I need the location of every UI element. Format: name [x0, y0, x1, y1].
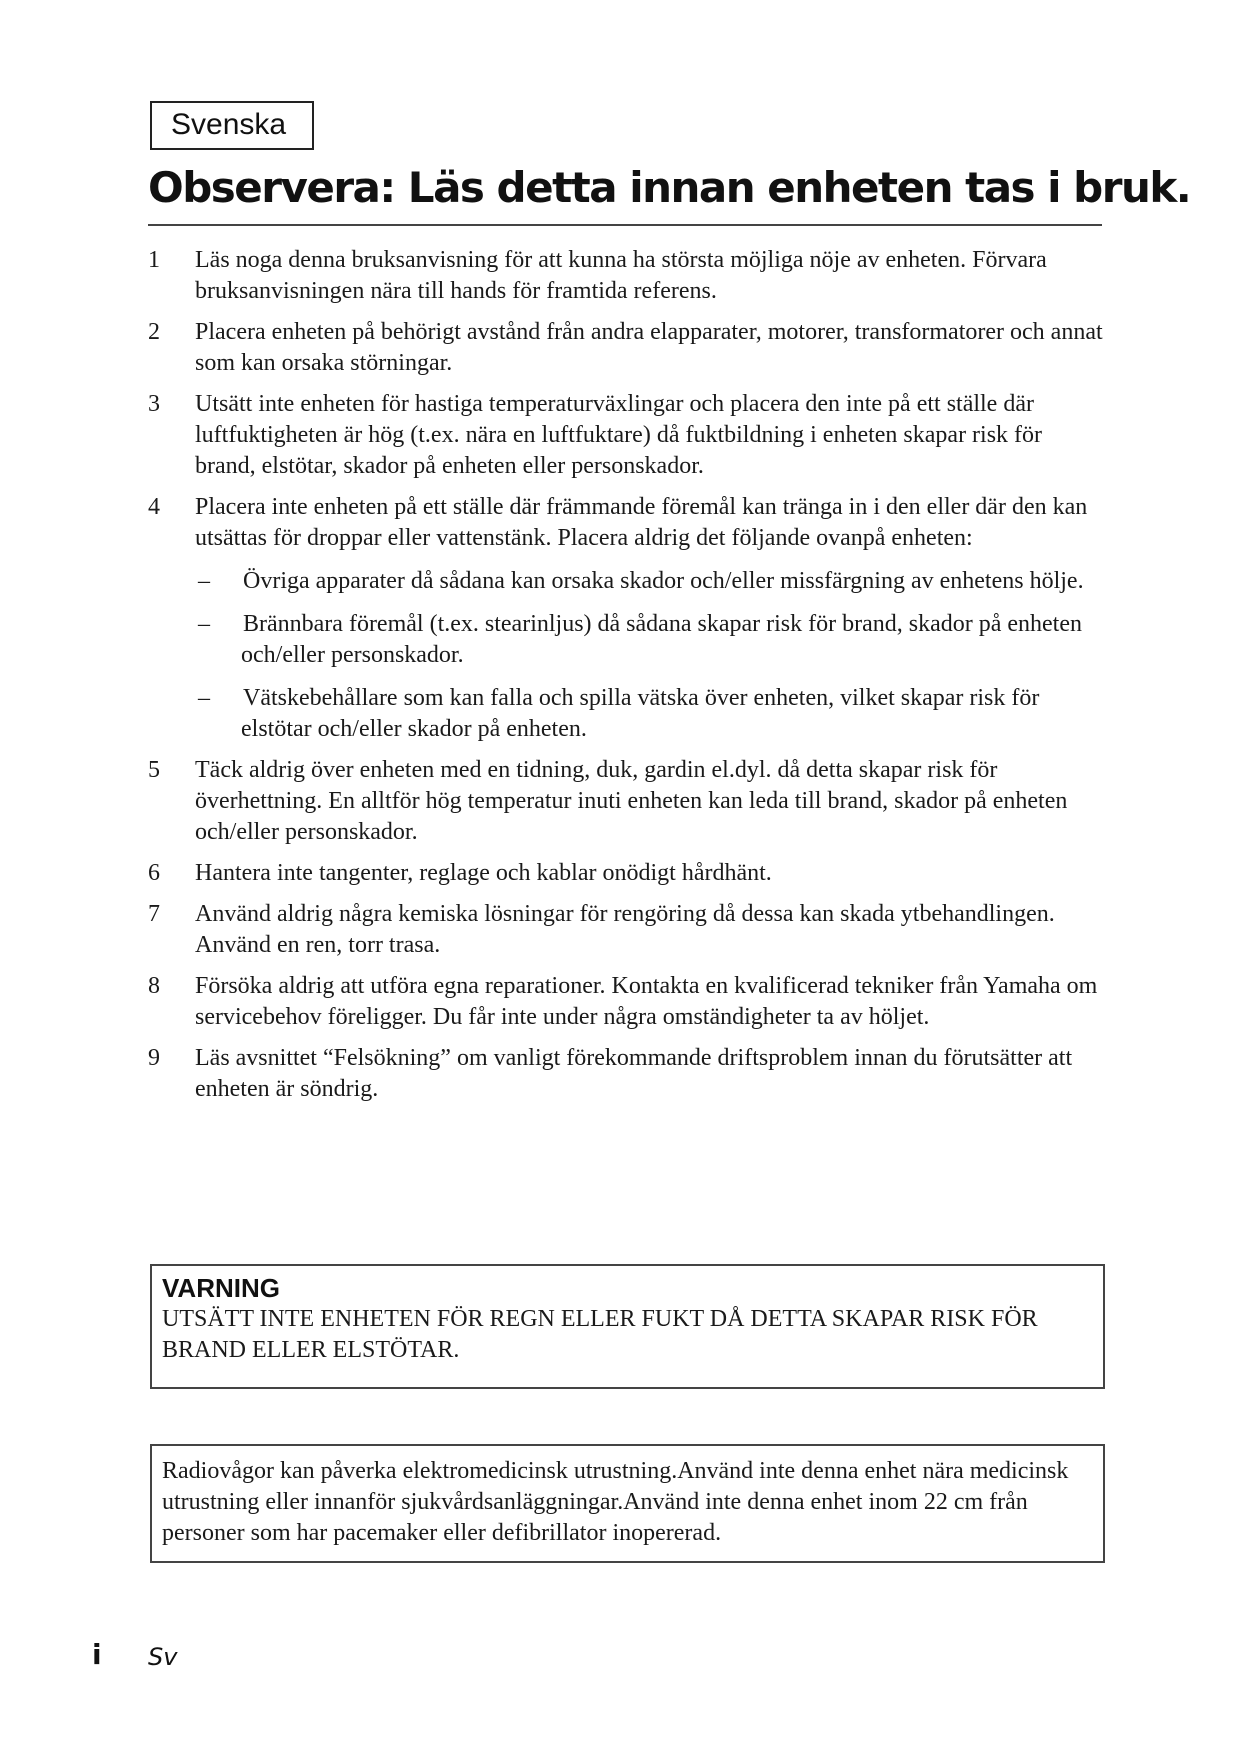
language-tab: Svenska [150, 101, 314, 150]
item-number: 3 [148, 391, 160, 417]
radio-notice-text: Radiovågor kan påverka elektromedicinsk utrustning.Använd inte denna enhet nära medicinsk utrustning eller innanför sjukvårdsanläggningar.Använd inte denna enhet inom 22 cm från personer som har pacemaker eller defibrillator inopererad. [162, 1458, 1069, 1546]
dash-marker: – [198, 685, 210, 711]
sub-list-item [195, 566, 1108, 597]
item-text: Försöka aldrig att utföra egna reparationer. Kontakta en kvalificerad tekniker från Yamaha om servicebehov föreligger. Du får inte under några omständigheter ta av höljet. [195, 973, 1098, 1030]
item-text: Utsätt inte enheten för hastiga temperaturväxlingar och placera den inte på ett ställe där luftfuktigheten är hög (t.ex. nära en luftfuktare) då fuktbildning i enheten skapar risk för brand, elstötar, skador på enheten eller personskador. [195, 391, 1043, 479]
list-item [148, 899, 1108, 961]
dash-marker: – [198, 611, 210, 637]
list-item [148, 858, 1108, 889]
item-text: Hantera inte tangenter, reglage och kablar onödigt hårdhänt. [195, 860, 772, 886]
dash-marker: – [198, 568, 210, 594]
instruction-list [148, 245, 1108, 1115]
sub-list-item [195, 683, 1108, 745]
item-text: Använd aldrig några kemiska lösningar för rengöring då dessa kan skada ytbehandlingen. Använd en ren, torr trasa. [195, 901, 1055, 958]
item-number: 2 [148, 319, 160, 345]
list-item [148, 971, 1108, 1033]
item-text: Läs avsnittet “Felsökning” om vanligt förekommande driftsproblem innan du förutsätter att enheten är söndrig. [195, 1045, 1073, 1102]
warning-text: UTSÄTT INTE ENHETEN FÖR REGN ELLER FUKT DÅ DETTA SKAPAR RISK FÖR BRAND ELLER ELSTÖTAR. [162, 1306, 1038, 1363]
sub-item-text: Brännbara föremål (t.ex. stearinljus) då sådana skapar risk för brand, skador på enheten och/eller personskador. [241, 611, 1083, 668]
item-text: Täck aldrig över enheten med en tidning, duk, gardin el.dyl. då detta skapar risk för överhettning. En alltför hög temperatur inuti enheten kan leda till brand, skador på enheten och/eller personskador. [195, 757, 1068, 845]
item-number: 1 [148, 247, 160, 273]
radio-notice-box [150, 1444, 1105, 1563]
sub-item-text: Vätskebehållare som kan falla och spilla vätska över enheten, vilket skapar risk för elstötar och/eller skador på enheten. [241, 685, 1040, 742]
item-number: 6 [148, 860, 160, 886]
item-text: Placera inte enheten på ett ställe där främmande föremål kan tränga in i den eller där den kan utsättas för droppar eller vattenstänk. Placera aldrig det följande ovanpå enheten: [195, 494, 1088, 551]
list-item [148, 492, 1108, 745]
sub-list-item [195, 609, 1108, 671]
warning-box [150, 1264, 1105, 1389]
list-item [148, 245, 1108, 307]
title-divider [148, 224, 1102, 226]
item-number: 4 [148, 494, 160, 520]
sub-list [195, 566, 1108, 745]
sub-item-text: Övriga apparater då sådana kan orsaka skador och/eller missfärgning av enhetens hölje. [243, 568, 1084, 594]
page-title: Observera: Läs detta innan enheten tas i bruk. [148, 163, 1191, 212]
page-number: i [92, 1638, 102, 1671]
list-item [148, 317, 1108, 379]
list-item [148, 755, 1108, 848]
item-number: 5 [148, 757, 160, 783]
item-number: 9 [148, 1045, 160, 1071]
item-number: 8 [148, 973, 160, 999]
item-text: Läs noga denna bruksanvisning för att kunna ha största möjliga nöje av enheten. Förvara bruksanvisningen nära till hands för framtida referens. [195, 247, 1047, 304]
list-item [148, 1043, 1108, 1105]
warning-heading: VARNING [162, 1273, 280, 1303]
item-number: 7 [148, 901, 160, 927]
footer-language: Sv [148, 1643, 178, 1671]
list-item [148, 389, 1108, 482]
item-text: Placera enheten på behörigt avstånd från andra elapparater, motorer, transformatorer och annat som kan orsaka störningar. [195, 319, 1103, 376]
item-body [195, 492, 1108, 745]
